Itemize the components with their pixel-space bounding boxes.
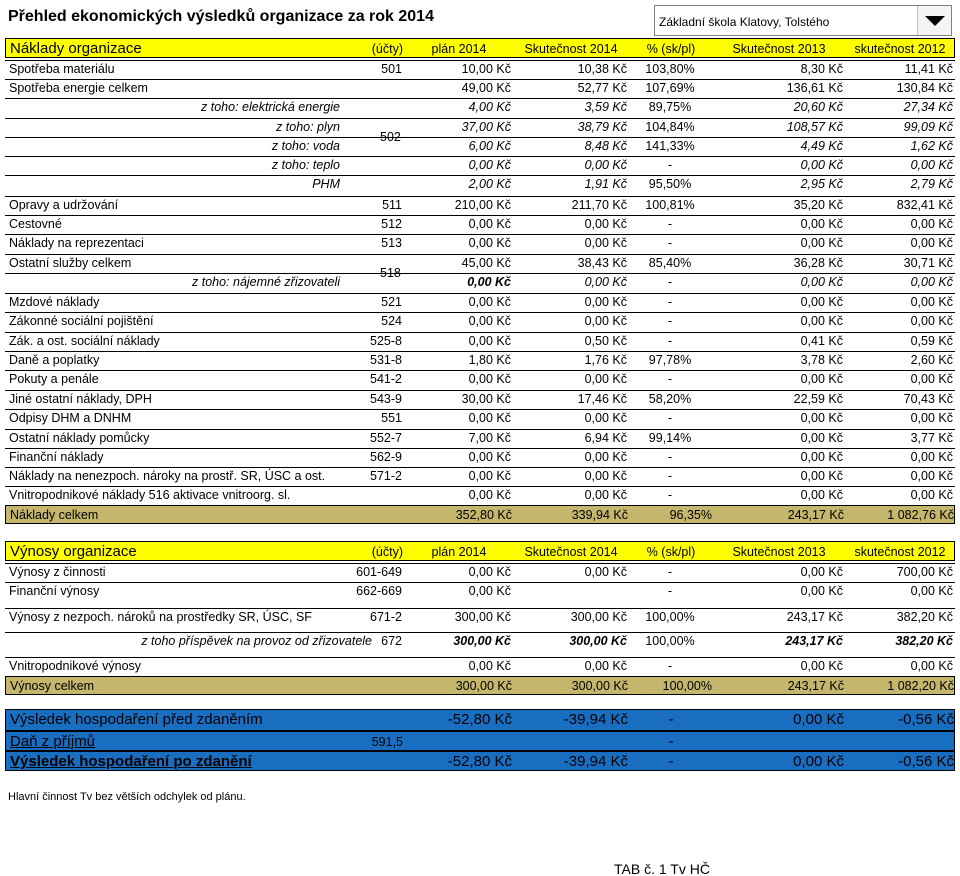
cost-label: Opravy a udržování <box>9 198 119 212</box>
cost-row <box>5 60 955 76</box>
cost-label: Spotřeba energie celkem <box>9 81 148 95</box>
cost-plan-value: 0,00 Kč <box>468 217 511 231</box>
costs-total-row <box>5 505 955 524</box>
revenue-actual-value: 0,00 Kč <box>584 565 627 579</box>
cost-row <box>5 467 955 483</box>
cost-actual-value: 0,00 Kč <box>584 469 627 483</box>
cost-actual-value: 0,00 Kč <box>584 450 627 464</box>
cost-row <box>5 293 955 309</box>
cost-plan-value: 0,00 Kč <box>468 372 511 386</box>
revenue-plan-value: 300,00 Kč <box>454 610 511 624</box>
revenue-total-2012: 1 082,20 Kč <box>887 679 954 693</box>
cost-2013-value: 3,78 Kč <box>800 353 843 367</box>
cost-percent-value: - <box>667 295 673 309</box>
cost-percent-value: 141,33% <box>645 139 695 153</box>
cost-actual-value: 3,59 Kč <box>584 100 627 114</box>
cost-plan-value: 37,00 Kč <box>461 120 511 134</box>
revenue-plan-value: 0,00 Kč <box>468 584 511 598</box>
cost-percent-value: 104,84% <box>645 120 695 134</box>
cost-percent-value: - <box>667 488 673 502</box>
cost-2012-value: 130,84 Kč <box>896 81 953 95</box>
cost-2012-value: 0,00 Kč <box>910 314 953 328</box>
cost-2012-value: 0,00 Kč <box>910 217 953 231</box>
footer-label: TAB č. 1 Tv HČ <box>614 861 710 876</box>
cost-label: Pokuty a penále <box>9 372 99 386</box>
account-code-502: 502 <box>380 130 401 144</box>
cost-row <box>5 215 955 231</box>
cost-row <box>5 196 955 212</box>
cost-row <box>5 175 955 191</box>
revenue-actual-value: 300,00 Kč <box>569 634 627 648</box>
cost-label: Daně a poplatky <box>9 353 100 367</box>
cost-2013-value: 35,20 Kč <box>793 198 843 212</box>
header-plan: plán 2014 <box>431 42 487 56</box>
revenue-header-row <box>5 541 955 561</box>
result-before-tax-percent: - <box>668 711 674 728</box>
cost-actual-value: 0,00 Kč <box>584 314 627 328</box>
cost-row <box>5 448 955 464</box>
revenue-2013-value: 243,17 Kč <box>785 634 843 648</box>
result-before-tax-actual: -39,94 Kč <box>563 711 628 728</box>
cost-percent-value: 95,50% <box>648 177 692 191</box>
result-after-tax-plan: -52,80 Kč <box>447 753 512 770</box>
cost-actual-value: 52,77 Kč <box>577 81 627 95</box>
cost-percent-value: 85,40% <box>648 256 692 270</box>
cost-account-code: 541-2 <box>370 372 402 386</box>
revenue-row <box>5 582 955 598</box>
cost-plan-value: 0,00 Kč <box>468 314 511 328</box>
cost-plan-value: 0,00 Kč <box>468 334 511 348</box>
cost-row <box>5 98 955 114</box>
income-tax-percent: - <box>668 733 674 750</box>
cost-2013-value: 2,95 Kč <box>800 177 843 191</box>
revenue-row <box>5 608 955 624</box>
cost-account-code <box>345 486 402 504</box>
cost-label: Náklady na nenezpoch. nároky na prostř. SR, ÚSC a ost. <box>9 469 326 483</box>
cost-2013-value: 0,00 Kč <box>800 295 843 309</box>
cost-actual-value: 0,00 Kč <box>584 411 627 425</box>
revenue-percent-value: 100,00% <box>645 610 695 624</box>
revenue-2013-value: 0,00 Kč <box>800 565 843 579</box>
cost-2013-value: 0,00 Kč <box>800 217 843 231</box>
header-accounts: (účty) <box>371 42 403 56</box>
cost-plan-value: 1,80 Kč <box>468 353 511 367</box>
revenue-label: Výnosy z činnosti <box>9 565 106 579</box>
cost-actual-value: 1,76 Kč <box>584 353 627 367</box>
header-accounts: (účty) <box>371 545 403 559</box>
costs-total-2013: 243,17 Kč <box>787 508 844 522</box>
cost-percent-value: - <box>667 275 673 289</box>
cost-account-code: 512 <box>381 217 402 231</box>
cost-account-code: 531-8 <box>370 353 402 367</box>
cost-account-code: 511 <box>382 198 402 212</box>
cost-label: PHM <box>312 177 340 191</box>
cost-percent-value: 58,20% <box>648 392 692 406</box>
cost-label: Mzdové náklady <box>9 295 100 309</box>
cost-2013-value: 0,00 Kč <box>800 450 843 464</box>
cost-actual-value: 0,00 Kč <box>584 295 627 309</box>
cost-percent-value: 89,75% <box>648 100 692 114</box>
header-actual: Skutečnost 2014 <box>524 545 618 559</box>
cost-2012-value: 70,43 Kč <box>903 392 953 406</box>
revenue-total-plan: 300,00 Kč <box>455 679 512 693</box>
cost-2012-value: 0,00 Kč <box>910 488 953 502</box>
header-percent: % (sk/pl) <box>646 545 696 559</box>
cost-account-code: 552-7 <box>370 431 402 445</box>
cost-actual-value: 0,00 Kč <box>584 372 627 386</box>
cost-account-code: 524 <box>381 314 402 328</box>
cost-actual-value: 0,50 Kč <box>584 334 627 348</box>
cost-2012-value: 0,00 Kč <box>910 275 953 289</box>
cost-plan-value: 4,00 Kč <box>468 100 511 114</box>
revenue-total-actual: 300,00 Kč <box>571 679 628 693</box>
cost-account-code: 551 <box>381 411 402 425</box>
organization-select-value: Základní škola Klatovy, Tolstého <box>659 15 830 29</box>
cost-actual-value: 211,70 Kč <box>571 198 627 212</box>
cost-account-code <box>345 79 402 97</box>
cost-plan-value: 45,00 Kč <box>461 256 511 270</box>
cost-actual-value: 38,43 Kč <box>577 256 627 270</box>
cost-label: Zákonné sociální pojištění <box>9 314 154 328</box>
cost-2012-value: 0,00 Kč <box>910 372 953 386</box>
cost-2012-value: 27,34 Kč <box>903 100 953 114</box>
costs-total-2012: 1 082,76 Kč <box>887 508 954 522</box>
cost-2012-value: 1,62 Kč <box>910 139 953 153</box>
revenue-2013-value: 0,00 Kč <box>800 584 843 598</box>
revenue-actual-value: 300,00 Kč <box>570 610 627 624</box>
revenue-row <box>5 657 955 673</box>
cost-plan-value: 0,00 Kč <box>468 158 511 172</box>
cost-label: Zák. a ost. sociální náklady <box>9 334 160 348</box>
revenue-label: z toho příspěvek na provoz od zřizovatele <box>141 634 372 648</box>
costs-total-actual: 339,94 Kč <box>571 508 628 522</box>
cost-2013-value: 0,00 Kč <box>800 469 843 483</box>
cost-plan-value: 2,00 Kč <box>468 177 511 191</box>
cost-2012-value: 2,60 Kč <box>910 353 953 367</box>
cost-account-code: 501 <box>381 62 402 76</box>
revenue-actual-value: 0,00 Kč <box>584 659 627 673</box>
cost-actual-value: 0,00 Kč <box>584 217 627 231</box>
cost-2013-value: 0,00 Kč <box>800 488 843 502</box>
cost-percent-value: - <box>667 158 673 172</box>
cost-plan-value: 6,00 Kč <box>468 139 511 153</box>
cost-account-code: 543-9 <box>370 392 402 406</box>
header-actual: Skutečnost 2014 <box>524 42 618 56</box>
cost-percent-value: 97,78% <box>648 353 692 367</box>
cost-account-code: 513 <box>381 236 402 250</box>
result-after-tax-label: Výsledek hospodaření po zdanění <box>10 753 252 770</box>
cost-percent-value: 103,80% <box>645 62 695 76</box>
result-after-tax-2013: 0,00 Kč <box>793 753 844 770</box>
cost-2013-value: 36,28 Kč <box>793 256 843 270</box>
cost-percent-value: - <box>667 217 673 231</box>
cost-row <box>5 370 955 386</box>
cost-plan-value: 0,00 Kč <box>468 450 511 464</box>
result-after-tax-row <box>5 751 955 771</box>
cost-2012-value: 0,00 Kč <box>910 236 953 250</box>
header-actual-2013: Skutečnost 2013 <box>732 42 826 56</box>
cost-row <box>5 234 955 250</box>
cost-label: z toho: plyn <box>276 120 340 134</box>
cost-percent-value: - <box>667 450 673 464</box>
cost-actual-value: 0,00 Kč <box>584 158 627 172</box>
cost-label: Vnitropodnikové náklady 516 aktivace vnitroorg. sl. <box>9 488 291 502</box>
cost-2012-value: 99,09 Kč <box>903 120 953 134</box>
revenue-account-code <box>345 657 402 675</box>
cost-row <box>5 429 955 445</box>
cost-2012-value: 0,00 Kč <box>910 158 953 172</box>
cost-percent-value: - <box>667 314 673 328</box>
cost-2012-value: 0,00 Kč <box>910 469 953 483</box>
revenue-2012-value: 0,00 Kč <box>910 659 953 673</box>
cost-row <box>5 118 955 134</box>
cost-account-code: 562-9 <box>370 450 402 464</box>
revenue-row <box>5 632 955 648</box>
cost-row <box>5 254 955 270</box>
cost-actual-value: 8,48 Kč <box>584 139 627 153</box>
cost-2012-value: 2,79 Kč <box>910 177 953 191</box>
cost-actual-value: 1,91 Kč <box>584 177 627 191</box>
cost-plan-value: 0,00 Kč <box>467 275 511 289</box>
cost-2013-value: 0,00 Kč <box>800 372 843 386</box>
cost-plan-value: 49,00 Kč <box>461 81 511 95</box>
revenue-2012-value: 382,20 Kč <box>895 634 953 648</box>
revenue-2013-value: 243,17 Kč <box>786 610 843 624</box>
cost-account-code <box>345 98 402 116</box>
revenue-account-code: 671-2 <box>370 610 402 624</box>
cost-label: Spotřeba materiálu <box>9 62 115 76</box>
cost-2013-value: 0,00 Kč <box>800 431 843 445</box>
cost-2013-value: 0,00 Kč <box>800 158 843 172</box>
result-before-tax-2013: 0,00 Kč <box>793 711 844 728</box>
cost-label: Cestovné <box>9 217 62 231</box>
cost-2012-value: 0,00 Kč <box>910 295 953 309</box>
cost-plan-value: 10,00 Kč <box>461 62 511 76</box>
costs-header-row <box>5 38 955 58</box>
revenue-percent-value: 100,00% <box>645 634 695 648</box>
result-before-tax-2012: -0,56 Kč <box>898 711 954 728</box>
cost-label: z toho: nájemné zřizovateli <box>192 275 340 289</box>
cost-row <box>5 409 955 425</box>
cost-account-code <box>345 156 402 174</box>
revenue-account-code: 601-649 <box>356 565 402 579</box>
result-before-tax-plan: -52,80 Kč <box>447 711 512 728</box>
revenue-account-code: 672 <box>381 634 402 648</box>
cost-percent-value: 99,14% <box>648 431 692 445</box>
revenue-label: Výnosy z nezpoch. nároků na prostředky SR, ÚSC, SF <box>9 610 312 624</box>
cost-label: z toho: teplo <box>271 158 340 172</box>
income-tax-code: 591,5 <box>371 735 403 749</box>
cost-row <box>5 156 955 172</box>
cost-2012-value: 0,00 Kč <box>910 450 953 464</box>
result-before-tax-row <box>5 709 955 731</box>
cost-percent-value: - <box>667 411 673 425</box>
revenue-percent-value: - <box>667 565 673 579</box>
cost-2013-value: 4,49 Kč <box>800 139 843 153</box>
cost-label: Ostatní náklady pomůcky <box>9 431 150 445</box>
cost-2013-value: 0,41 Kč <box>800 334 843 348</box>
cost-plan-value: 0,00 Kč <box>468 236 511 250</box>
cost-label: Finanční náklady <box>9 450 104 464</box>
account-code-518: 518 <box>380 266 401 280</box>
cost-plan-value: 0,00 Kč <box>468 488 511 502</box>
cost-row <box>5 486 955 502</box>
cost-plan-value: 30,00 Kč <box>461 392 511 406</box>
revenue-2012-value: 0,00 Kč <box>910 584 953 598</box>
cost-actual-value: 17,46 Kč <box>577 392 627 406</box>
cost-2013-value: 136,61 Kč <box>786 81 843 95</box>
header-actual-2012: skutečnost 2012 <box>854 545 946 559</box>
cost-row <box>5 351 955 367</box>
cost-2013-value: 22,59 Kč <box>793 392 843 406</box>
cost-account-code: 521 <box>381 295 402 309</box>
note-text: Hlavní činnost Tv bez větších odchylek od plánu. <box>8 791 246 803</box>
cost-2013-value: 0,00 Kč <box>800 314 843 328</box>
income-tax-row <box>5 731 955 751</box>
header-plan: plán 2014 <box>431 545 487 559</box>
cost-2013-value: 0,00 Kč <box>800 411 843 425</box>
cost-2012-value: 0,59 Kč <box>910 334 953 348</box>
cost-plan-value: 0,00 Kč <box>468 469 511 483</box>
revenue-total-row <box>5 676 955 695</box>
revenue-total-label: Výnosy celkem <box>10 679 95 693</box>
costs-total-percent: 96,35% <box>669 508 712 522</box>
cost-2012-value: 832,41 Kč <box>896 198 953 212</box>
header-percent: % (sk/pl) <box>646 42 696 56</box>
page-title: Přehled ekonomických výsledků organizace za rok 2014 <box>8 8 434 25</box>
revenue-total-percent: 100,00% <box>662 679 712 693</box>
cost-plan-value: 7,00 Kč <box>468 431 511 445</box>
cost-actual-value: 38,79 Kč <box>577 120 627 134</box>
revenue-plan-value: 300,00 Kč <box>453 634 511 648</box>
revenue-label: Finanční výnosy <box>9 584 100 598</box>
cost-percent-value: - <box>667 236 673 250</box>
result-after-tax-actual: -39,94 Kč <box>563 753 628 770</box>
cost-2013-value: 0,00 Kč <box>800 275 843 289</box>
cost-account-code: 571-2 <box>370 469 402 483</box>
chevron-down-icon[interactable] <box>917 6 951 35</box>
cost-label: z toho: voda <box>271 139 340 153</box>
cost-row <box>5 79 955 95</box>
costs-section-title: Náklady organizace <box>10 40 142 57</box>
cost-label: Jiné ostatní náklady, DPH <box>9 392 152 406</box>
revenue-2012-value: 700,00 Kč <box>896 565 953 579</box>
cost-2013-value: 108,57 Kč <box>786 120 843 134</box>
cost-percent-value: - <box>667 469 673 483</box>
revenue-total-2013: 243,17 Kč <box>787 679 844 693</box>
organization-select[interactable] <box>654 5 952 36</box>
result-before-tax-label: Výsledek hospodaření před zdaněním <box>10 711 263 728</box>
cost-actual-value: 0,00 Kč <box>584 275 627 289</box>
cost-account-code: 525-8 <box>370 334 402 348</box>
revenue-plan-value: 0,00 Kč <box>468 659 511 673</box>
revenue-2013-value: 0,00 Kč <box>800 659 843 673</box>
cost-2013-value: 0,00 Kč <box>800 236 843 250</box>
revenue-plan-value: 0,00 Kč <box>468 565 511 579</box>
cost-2013-value: 8,30 Kč <box>800 62 843 76</box>
header-actual-2013: Skutečnost 2013 <box>732 545 826 559</box>
revenue-account-code: 662-669 <box>356 584 402 598</box>
cost-plan-value: 210,00 Kč <box>454 198 511 212</box>
revenue-percent-value: - <box>667 659 673 673</box>
cost-actual-value: 10,38 Kč <box>577 62 627 76</box>
cost-actual-value: 6,94 Kč <box>584 431 627 445</box>
cost-percent-value: 107,69% <box>645 81 695 95</box>
revenue-label: Vnitropodnikové výnosy <box>9 659 142 673</box>
revenue-percent-value: - <box>667 584 673 598</box>
revenue-actual-value <box>513 582 627 600</box>
income-tax-label: Daň z příjmů <box>10 733 96 750</box>
cost-label: z toho: elektrická energie <box>201 100 340 114</box>
cost-plan-value: 0,00 Kč <box>468 295 511 309</box>
result-after-tax-2012: -0,56 Kč <box>898 753 954 770</box>
cost-label: Odpisy DHM a DNHM <box>9 411 132 425</box>
header-actual-2012: skutečnost 2012 <box>854 42 946 56</box>
cost-2012-value: 11,41 Kč <box>904 62 953 76</box>
costs-total-label: Náklady celkem <box>10 508 99 522</box>
cost-plan-value: 0,00 Kč <box>468 411 511 425</box>
revenue-section-title: Výnosy organizace <box>10 543 137 560</box>
costs-total-plan: 352,80 Kč <box>455 508 512 522</box>
cost-account-code <box>345 175 402 193</box>
cost-percent-value: - <box>667 334 673 348</box>
cost-percent-value: 100,81% <box>645 198 695 212</box>
cost-label: Ostatní služby celkem <box>9 256 132 270</box>
revenue-2012-value: 382,20 Kč <box>896 610 953 624</box>
cost-2012-value: 30,71 Kč <box>903 256 953 270</box>
cost-percent-value: - <box>667 372 673 386</box>
revenue-row <box>5 563 955 579</box>
cost-row <box>5 332 955 348</box>
result-after-tax-percent: - <box>668 753 674 770</box>
cost-row <box>5 390 955 406</box>
cost-2012-value: 0,00 Kč <box>910 411 953 425</box>
cost-2013-value: 20,60 Kč <box>793 100 843 114</box>
cost-actual-value: 0,00 Kč <box>584 488 627 502</box>
cost-actual-value: 0,00 Kč <box>584 236 627 250</box>
cost-row <box>5 312 955 328</box>
cost-2012-value: 3,77 Kč <box>910 431 953 445</box>
cost-label: Náklady na reprezentaci <box>9 236 144 250</box>
